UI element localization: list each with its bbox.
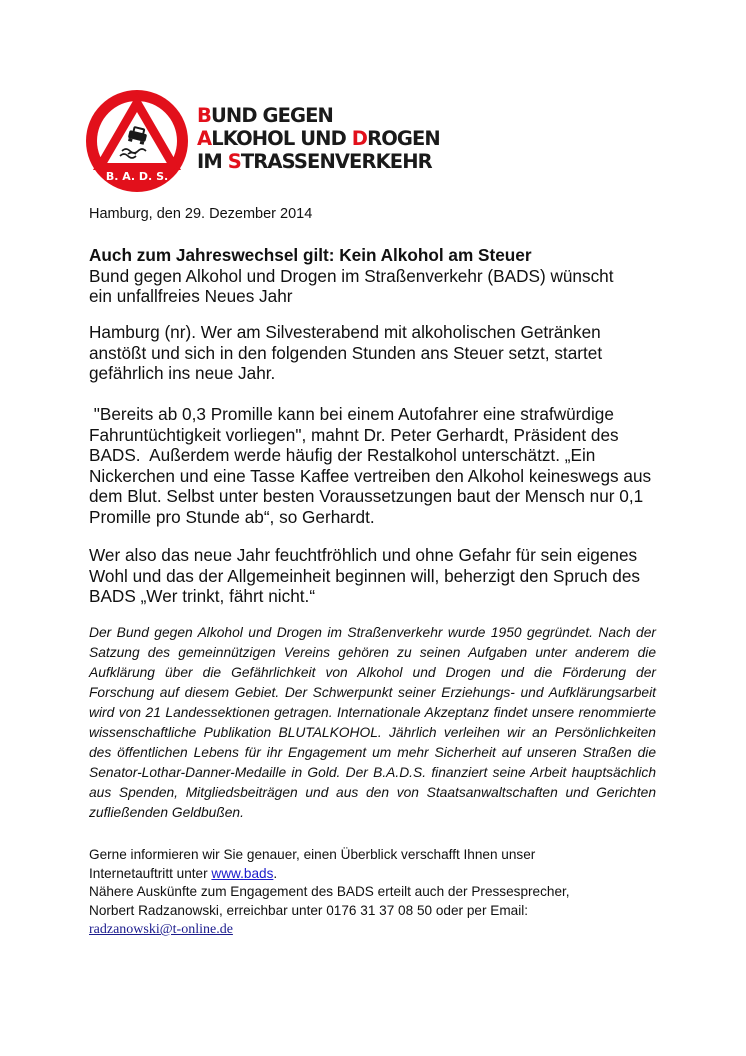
- email-link[interactable]: radzanowski@t-online.de: [89, 922, 233, 937]
- logo-line-3: IM STRASSENVERKEHR: [197, 150, 432, 173]
- logo-wordmark: [197, 104, 440, 173]
- subheadline-line-1: Bund gegen Alkohol und Drogen im Straßenverkehr (BADS) wünscht: [89, 265, 614, 286]
- contact-block: [89, 846, 669, 940]
- bads-logo: [84, 88, 454, 196]
- about-organization: Der Bund gegen Alkohol und Drogen im Straßenverkehr wurde 1950 gegründet. Nach der Satzung des gemeinnützigen Vereins gehören zu seinen Aufgaben unter anderem die Aufklärung über die Gefährlichkeit von Alkohol und Drogen und die Förderung der Forschung auf diesem Gebiet. Der Schwerpunkt seiner Erziehungs- und Aufklärungsarbeit wird von 21 Landessektionen getragen. Internationale Akzeptanz findet unsere renommierte wissenschaftliche Publikation BLUTALKOHOL. Jährlich verleihen wir an Persönlichkeiten des öffentlichen Lebens für ihr Engagement um mehr Sicherheit auf unseren Straßen die Senator-Lothar-Danner-Medaille in Gold. Der B.A.D.S. finanziert seine Arbeit hauptsächlich aus Spenden, Mitgliedsbeiträgen und aus den von Staatsanwaltschaften und Gerichten zufließenden Geldbußen.: [89, 625, 656, 820]
- bads-emblem-icon: [84, 88, 190, 194]
- dateline: Hamburg, den 29. Dezember 2014: [89, 206, 313, 222]
- logo-line-2: ALKOHOL UND DROGEN: [197, 127, 440, 150]
- emblem-label: B. A. D. S.: [105, 170, 169, 183]
- subheadline-line-2: ein unfallfreies Neues Jahr: [89, 286, 293, 306]
- contact-line-1: Gerne informieren wir Sie genauer, einen Überblick verschafft Ihnen unser: [89, 847, 536, 862]
- logo-line-1: BUND GEGEN: [197, 104, 333, 127]
- contact-line-4: Norbert Radzanowski, erreichbar unter 0176 31 37 08 50 oder per Email:: [89, 902, 529, 918]
- paragraph-quote: "Bereits ab 0,3 Promille kann bei einem Autofahrer eine strafwürdige Fahruntüchtigkeit vorliegen", mahnt Dr. Peter Gerhardt, Präsident des BADS. Außerdem werde häufig der Restalkohol unterschätzt. „Ein Nickerchen und eine Tasse Kaffee vertreiben den Alkohol keineswegs aus dem Blut. Selbst unter besten Voraussetzungen baut der Mensch nur 0,1 Promille pro Stunde ab“, so Gerhardt.: [89, 404, 656, 527]
- paragraph-closing: Wer also das neue Jahr feuchtfröhlich und ohne Gefahr für sein eigenes Wohl und das der Allgemeinheit beginnen will, beherzigt den Spruch des BADS „Wer trinkt, fährt nicht.“: [89, 545, 640, 606]
- website-link[interactable]: www.bads: [211, 865, 274, 881]
- headline-block: [89, 245, 659, 307]
- contact-line-3: Nähere Auskünfte zum Engagement des BADS erteilt auch der Pressesprecher,: [89, 884, 570, 899]
- contact-line-2: Internetauftritt unter www.bads.: [89, 865, 278, 881]
- headline: Auch zum Jahreswechsel gilt: Kein Alkohol am Steuer: [89, 245, 532, 265]
- paragraph-intro: Hamburg (nr). Wer am Silvesterabend mit alkoholischen Getränken anstößt und sich in den folgenden Stunden ans Steuer setzt, startet gefährlich ins neue Jahr.: [89, 322, 603, 383]
- contact-line-5: [89, 920, 669, 940]
